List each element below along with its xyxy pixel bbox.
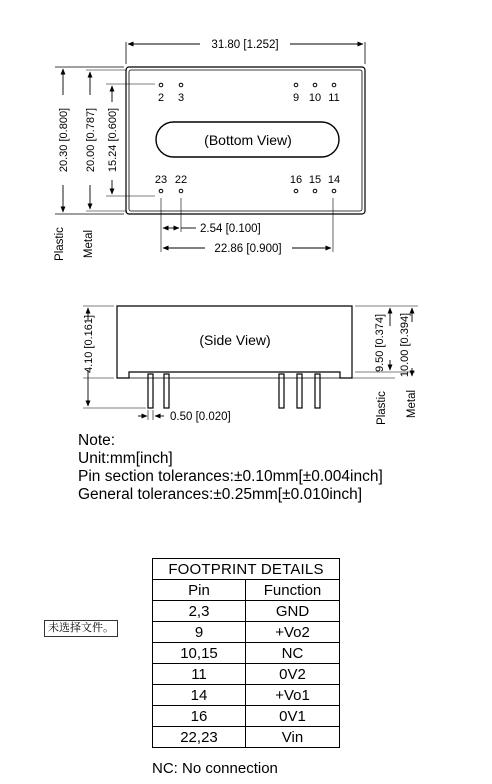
pin-14-circle: [332, 189, 336, 193]
cell-pin: 22,23: [153, 727, 246, 748]
pin-row-dim-label: 15.24 [0.600]: [107, 107, 119, 173]
table-row: [153, 622, 340, 643]
note-pin-tolerance: Pin section tolerances:±0.10mm[±0.004inch]: [78, 468, 383, 485]
bottom-metal-label: Metal: [83, 229, 95, 259]
side-pin-3: [279, 374, 284, 408]
pin-10-circle: [313, 83, 317, 87]
table-row: [153, 685, 340, 706]
pin-23-circle: [159, 189, 163, 193]
cell-function: 0V2: [246, 664, 340, 685]
pin-label-3: 3: [177, 92, 185, 104]
side-pin-5: [315, 374, 320, 408]
side-pin-length-dim-label: 4.10 [0.161]: [83, 314, 95, 374]
width-dim-label: 31.80 [1.252]: [211, 39, 279, 51]
side-plastic-height-dim-label: 9.50 [0.374]: [374, 313, 386, 373]
side-metal-height-dim-label: 10.00 [0.394]: [399, 312, 411, 378]
side-pin-4: [297, 374, 302, 408]
pin-label-23: 23: [154, 174, 168, 186]
cell-pin: 10,15: [153, 643, 246, 664]
nc-footnote: NC: No connection: [152, 760, 278, 777]
pin-label-10: 10: [308, 92, 322, 104]
pin-22-circle: [179, 189, 183, 193]
footprint-header-row: [153, 580, 340, 601]
pin-label-15: 15: [308, 174, 322, 186]
pin-11-circle: [332, 83, 336, 87]
header-pin: Pin: [153, 580, 246, 601]
pitch-dim-label: 2.54 [0.100]: [200, 223, 261, 235]
pin-16-circle: [294, 189, 298, 193]
cell-pin: 2,3: [153, 601, 246, 622]
pin-label-16: 16: [289, 174, 303, 186]
table-row: [153, 727, 340, 748]
pin-2-circle: [159, 83, 163, 87]
bottom-view-label: (Bottom View): [204, 132, 292, 148]
cell-function: Vin: [246, 727, 340, 748]
cell-pin: 16: [153, 706, 246, 727]
pin-9-circle: [294, 83, 298, 87]
table-row: [153, 601, 340, 622]
plastic-height-dim-label: 20.30 [0.800]: [58, 107, 70, 173]
cell-function: +Vo2: [246, 622, 340, 643]
cell-function: +Vo1: [246, 685, 340, 706]
pin-label-2: 2: [157, 92, 165, 104]
side-view: [83, 306, 418, 420]
pin-15-circle: [313, 189, 317, 193]
footprint-caption: FOOTPRINT DETAILS: [153, 559, 340, 580]
table-row: [153, 706, 340, 727]
side-pin-1: [148, 374, 153, 408]
footprint-table: [152, 558, 340, 748]
cell-function: NC: [246, 643, 340, 664]
pin-label-11: 11: [328, 92, 340, 104]
footprint-caption-row: [153, 559, 340, 580]
cell-pin: 11: [153, 664, 246, 685]
cell-pin: 14: [153, 685, 246, 706]
bottom-plastic-label: Plastic: [54, 227, 66, 261]
notes-title: Note:: [78, 432, 116, 449]
side-pin-2: [164, 374, 169, 408]
cell-function: 0V1: [246, 706, 340, 727]
notes-block: [78, 432, 383, 504]
pin-3-circle: [179, 83, 183, 87]
note-general-tolerance: General tolerances:±0.25mm[±0.010inch]: [78, 486, 363, 503]
side-metal-label: Metal: [406, 389, 418, 419]
note-unit: Unit:mm[inch]: [78, 450, 173, 467]
span-dim-label: 22.86 [0.900]: [214, 243, 282, 255]
table-row: [153, 664, 340, 685]
metal-height-dim-label: 20.00 [0.787]: [85, 107, 97, 173]
pin-label-9: 9: [292, 92, 300, 104]
header-function: Function: [246, 580, 340, 601]
side-view-label: (Side View): [199, 332, 271, 348]
side-plastic-label: Plastic: [376, 391, 388, 425]
side-pin-width-dim-label: 0.50 [0.020]: [170, 411, 231, 423]
pin-label-14: 14: [327, 174, 341, 186]
cell-function: GND: [246, 601, 340, 622]
pin-label-22: 22: [174, 174, 188, 186]
cell-pin: 9: [153, 622, 246, 643]
file-status-label: 未选择文件。: [44, 620, 118, 637]
table-row: [153, 643, 340, 664]
